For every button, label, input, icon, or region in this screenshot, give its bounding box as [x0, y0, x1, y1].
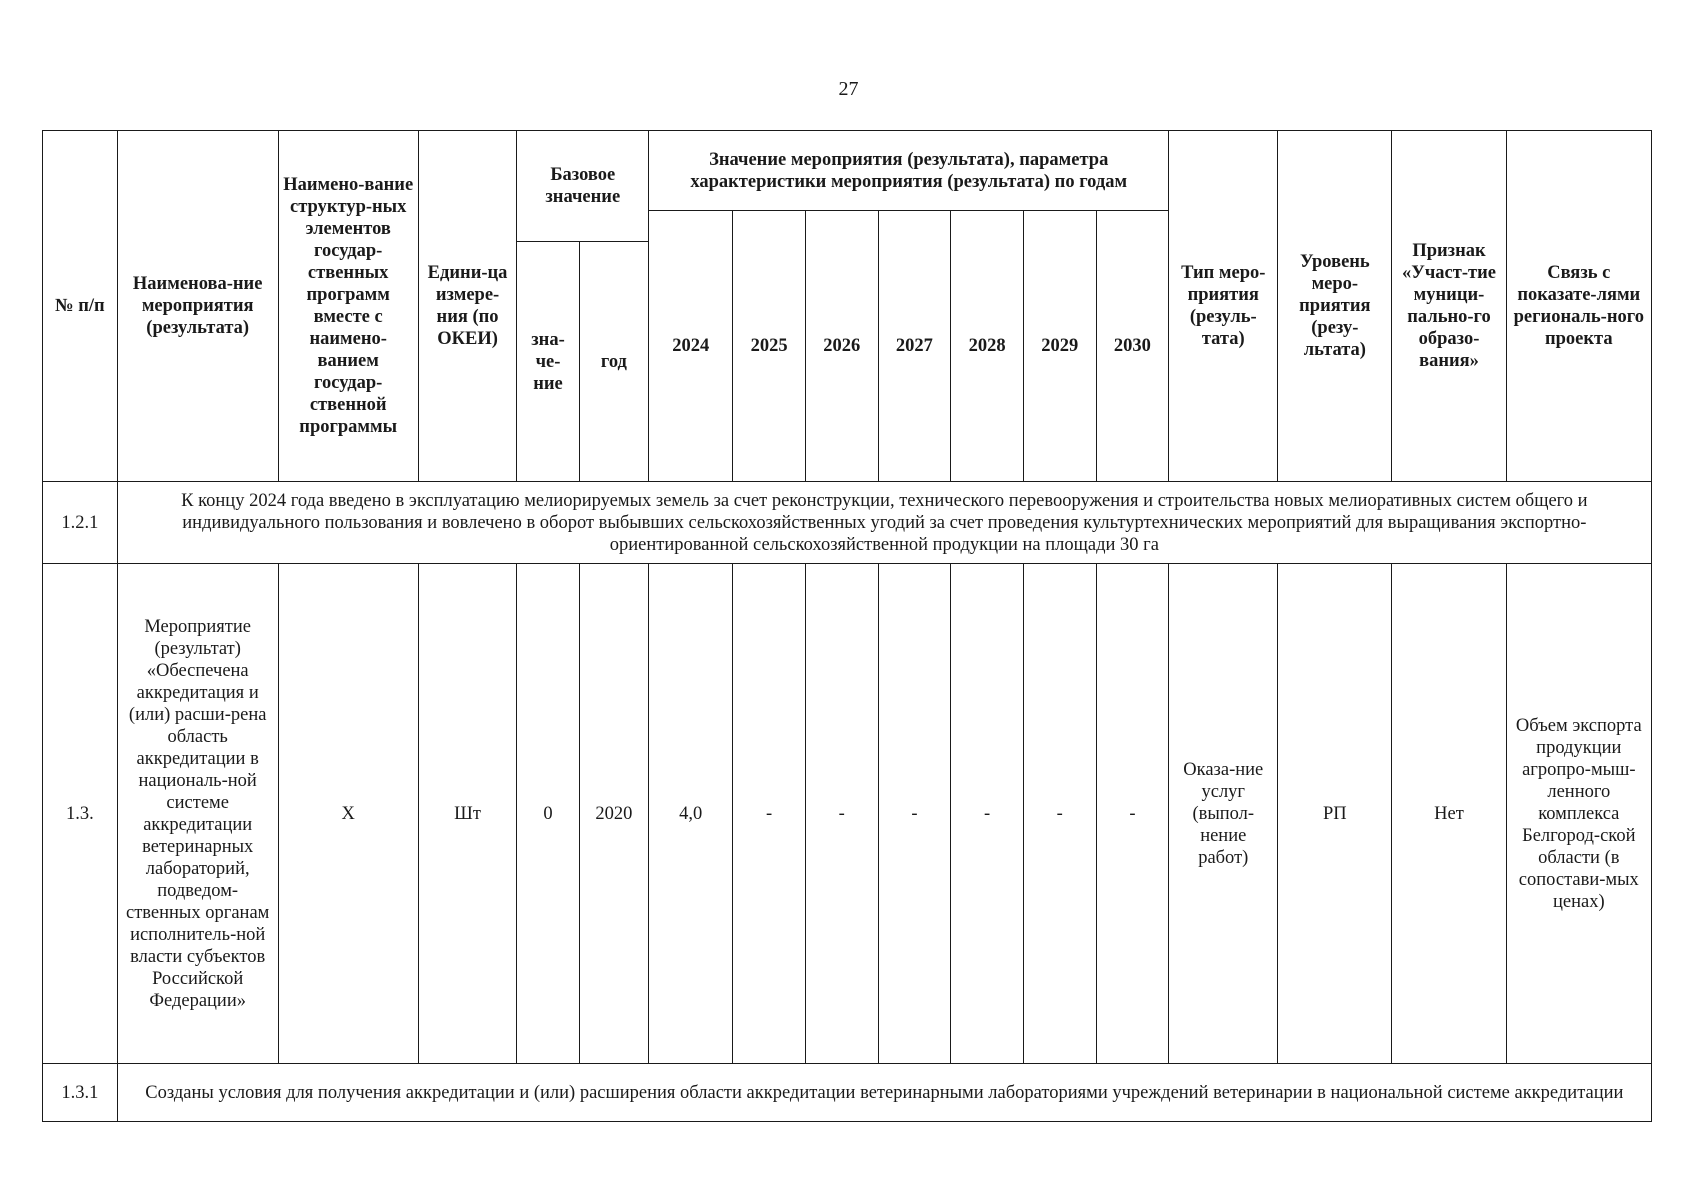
table-row [43, 482, 1652, 564]
row-number: 1.3. [43, 564, 118, 1064]
header-num: № п/п [43, 131, 118, 482]
header-base-value-year: год [579, 242, 649, 482]
header-base-value: Базовое значение [517, 131, 649, 242]
row-value-2027: - [878, 564, 951, 1064]
row-type: Оказа-ние услуг (выпол-нение работ) [1169, 564, 1278, 1064]
row-number: 1.3.1 [43, 1064, 118, 1122]
page-number: 27 [838, 78, 859, 100]
header-year-2028: 2028 [951, 211, 1024, 482]
row-base-year: 2020 [579, 564, 649, 1064]
header-values-by-year: Значение мероприятия (результата), параметра характеристики мероприятия (результата) по годам [649, 131, 1169, 211]
header-year-2026: 2026 [805, 211, 878, 482]
header-level: Уровень меро-приятия (резу-льтата) [1278, 131, 1392, 482]
row-level: РП [1278, 564, 1392, 1064]
header-year-2030: 2030 [1096, 211, 1169, 482]
results-table [42, 130, 1652, 1122]
table-row [43, 1064, 1652, 1122]
header-municipal-flag: Признак «Участ-тие муници-пально-го образо-вания» [1392, 131, 1506, 482]
header-unit: Едини-ца измере-ния (по ОКЕИ) [418, 131, 517, 482]
header-year-2027: 2027 [878, 211, 951, 482]
header-year-2024: 2024 [649, 211, 733, 482]
row-structural-element: Х [278, 564, 418, 1064]
header-name: Наименова-ние мероприятия (результата) [117, 131, 278, 482]
header-base-value-value: зна-че-ние [517, 242, 579, 482]
row-description: К концу 2024 года введено в эксплуатацию мелиорируемых земель за счет реконструкции, технического перевооружения и строительства новых мелиоративных систем общего и индивидуального пользования и вовлечено в оборот выбывших сельскохозяйственных угодий за счет проведения культуртехнических мероприятий для выращивания экспортно-ориентированной сельскохозяйственной продукции на площади 30 га [117, 482, 1651, 564]
row-description: Созданы условия для получения аккредитации и (или) расширения области аккредитации ветеринарными лабораториями учреждений ветеринарии в национальной системе аккредитации [117, 1064, 1651, 1122]
header-year-2025: 2025 [733, 211, 806, 482]
header-regional-link: Связь с показате-лями региональ-ного проекта [1506, 131, 1651, 482]
row-value-2028: - [951, 564, 1024, 1064]
header-year-2029: 2029 [1023, 211, 1096, 482]
row-value-2026: - [805, 564, 878, 1064]
row-value-2024: 4,0 [649, 564, 733, 1064]
row-name: Мероприятие (результат) «Обеспечена аккредитация и (или) расши-рена область аккредитации в националь-ной системе аккредитации ветеринарных лабораторий, подведом-ственных органам исполнитель-ной власти субъектов Российской Федерации» [117, 564, 278, 1064]
row-municipal-flag: Нет [1392, 564, 1506, 1064]
row-base-value: 0 [517, 564, 579, 1064]
row-value-2029: - [1023, 564, 1096, 1064]
row-number: 1.2.1 [43, 482, 118, 564]
row-regional-link: Объем экспорта продукции агропро-мыш-ленного комплекса Белгород-ской области (в сопостави-мых ценах) [1506, 564, 1651, 1064]
header-structural-elements: Наимено-вание структур-ных элементов государ-ственных программ вместе с наимено-ванием государ-ственной программы [278, 131, 418, 482]
row-unit: Шт [418, 564, 517, 1064]
header-type: Тип меро-приятия (резуль-тата) [1169, 131, 1278, 482]
row-value-2030: - [1096, 564, 1169, 1064]
table-row [43, 564, 1652, 1064]
row-value-2025: - [733, 564, 806, 1064]
